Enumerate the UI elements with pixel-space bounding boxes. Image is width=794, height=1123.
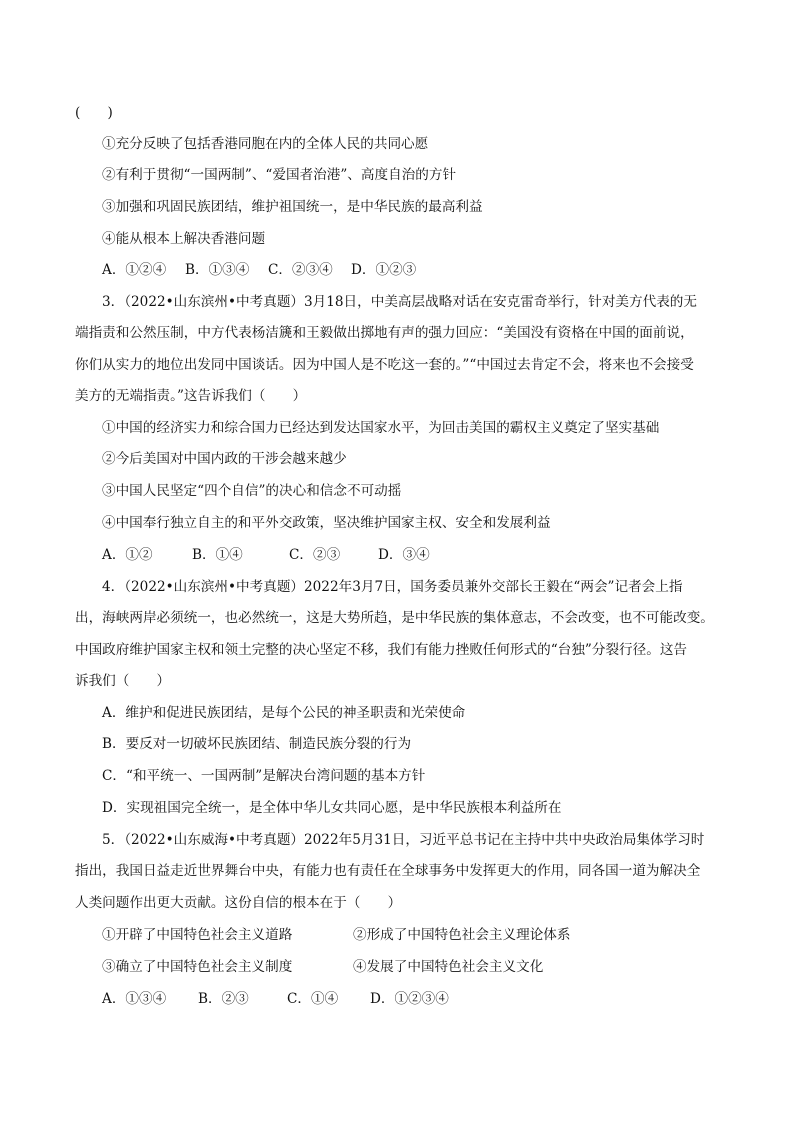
answer-option-b: B．①④	[192, 547, 243, 563]
question-4-text: 诉我们（ ）	[75, 673, 171, 689]
statement-item: ②形成了中国特色社会主义理论体系	[353, 927, 571, 943]
statement-item: ③加强和巩固民族团结，维护祖国统一，是中华民族的最高利益	[102, 199, 483, 215]
question-3-text: 端指责和公然压制，中方代表杨洁篪和王毅做出掷地有声的强力回应：“美国没有资格在中国的面前说，	[75, 325, 694, 341]
answer-option-c: C．①④	[287, 991, 339, 1007]
statement-item: ④中国奉行独立自主的和平外交政策，坚决维护国家主权、安全和发展利益	[102, 515, 551, 531]
question-4-text: 4．（2022•山东滨州•中考真题）2022年3月7日，国务委员兼外交部长王毅在“两会”记者会上指	[102, 579, 683, 595]
question-3-text: 美方的无端指责。”这告诉我们（ ）	[75, 388, 307, 404]
statement-item: ②有利于贯彻“一国两制”、“爱国者治港”、高度自治的方针	[102, 167, 457, 183]
answer-option-d: D．①②③④	[370, 991, 449, 1007]
question-5-text: 人类问题作出更大贡献。这份自信的根本在于（ ）	[75, 895, 402, 911]
answer-option-c: C．②③	[289, 547, 341, 563]
answer-option-a: A．①③④	[102, 991, 167, 1007]
answer-option-d: D．①②③	[351, 262, 417, 278]
question-4-text: 出，海峡两岸必须统一，也必然统一，这是大势所趋，是中华民族的集体意志，不会改变，也不可能改变。	[75, 610, 714, 626]
answer-option-c: C．“和平统一、一国两制”是解决台湾问题的基本方针	[102, 768, 426, 784]
question-5-text: 5．（2022•山东威海•中考真题）2022年5月31日，习近平总书记在主持中共中央政治局集体学习时	[102, 832, 705, 848]
statement-item: ③中国人民坚定“四个自信”的决心和信念不可动摇	[102, 483, 402, 499]
statement-item: ①开辟了中国特色社会主义道路	[102, 927, 293, 943]
question-3-text: 你们从实力的地位出发同中国谈话。因为中国人是不吃这一套的。”“中国过去肯定不会，将来也不会接受	[75, 357, 694, 373]
answer-option-c: C．②③④	[268, 262, 333, 278]
answer-option-b: B．要反对一切破坏民族团结、制造民族分裂的行为	[102, 736, 412, 752]
statement-item: ①充分反映了包括香港同胞在内的全体人民的共同心愿	[102, 136, 429, 152]
statement-item: ④发展了中国特色社会主义文化	[353, 959, 544, 975]
statement-item: ③确立了中国特色社会主义制度	[102, 959, 293, 975]
question-4-text: 中国政府维护国家主权和领土完整的决心坚定不移，我们有能力挫败任何形式的“台独”分裂行径。这告	[75, 642, 688, 658]
answer-option-b: B．②③	[198, 991, 249, 1007]
answer-option-d: D．实现祖国完全统一，是全体中华儿女共同心愿，是中华民族根本利益所在	[102, 800, 562, 816]
question-5-text: 指出，我国日益走近世界舞台中央，有能力也有责任在全球事务中发挥更大的作用，同各国一道为解决全	[75, 863, 701, 879]
statement-item: ④能从根本上解决香港问题	[102, 231, 266, 247]
answer-option-b: B．①③④	[185, 262, 250, 278]
answer-option-a: A．①②	[102, 547, 153, 563]
statement-item: ②今后美国对中国内政的干涉会越来越少	[102, 451, 347, 467]
answer-option-d: D．③④	[378, 547, 430, 563]
statement-item: ①中国的经济实力和综合国力已经达到发达国家水平，为回击美国的霸权主义奠定了坚实基础	[102, 420, 660, 436]
question-3-text: 3．（2022•山东滨州•中考真题）3月18日，中美高层战略对话在安克雷奇举行，针对美方代表的无	[102, 294, 697, 310]
question-paren: ( )	[75, 105, 113, 121]
answer-option-a: A．①②④	[102, 262, 167, 278]
answer-option-a: A．维护和促进民族团结，是每个公民的神圣职责和光荣使命	[102, 705, 466, 721]
